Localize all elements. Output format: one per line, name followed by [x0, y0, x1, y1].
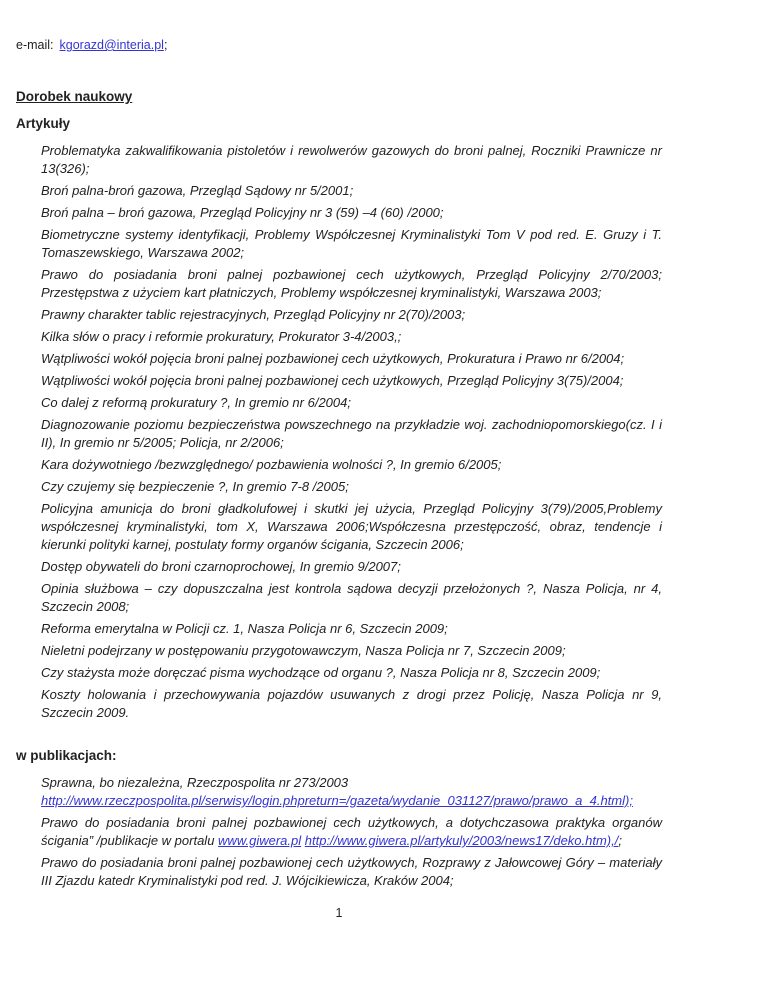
email-suffix: ; [163, 38, 168, 52]
page-number: 1 [335, 906, 343, 920]
articles-list [16, 142, 662, 722]
article-entry: Wątpliwości wokół pojęcia broni palnej pozbawionej cech użytkowych, Przegląd Policyjny 3(75)/2004; [41, 373, 624, 388]
article-entry: Broń palna – broń gazowa, Przegląd Policyjny nr 3 (59) –4 (60) /2000; [41, 205, 444, 220]
section-title-w-publikacjach: w publikacjach: [16, 748, 117, 763]
article-entry: Policyjna amunicja do broni gładkolufowej i skutki jej użycia, Przegląd Policyjny 3(79)/2005,Problemy współczesnej kryminalistyki, tom X, Warszawa 2006;Współczesna przestępczość, obraz, tendencje i kierunki polityki karnej, postulaty formy organów ścigania, Szczecin 2006; [41, 501, 662, 552]
email-label: e-mail: [16, 38, 54, 52]
article-entry: Diagnozowanie poziomu bezpieczeństwa powszechnego na przykładzie woj. zachodniopomorskiego(cz. I i II), In gremio nr 5/2005; Policja, nr 2/2006; [41, 417, 662, 450]
article-entry: Co dalej z reformą prokuratury ?, In gremio nr 6/2004; [41, 395, 351, 410]
publications-list [16, 774, 662, 890]
article-entry: Opinia służbowa – czy dopuszczalna jest kontrola sądowa decyzji przełożonych ?, Nasza Policja, nr 4, Szczecin 2008; [41, 581, 662, 614]
publication-entry [41, 774, 662, 810]
article-entry: Prawo do posiadania broni palnej pozbawionej cech użytkowych, Przegląd Policyjny 2/70/2003; Przestępstwa z użyciem kart płatniczych, Problemy współczesnej kryminalistyki, Warszawa 2003; [41, 267, 662, 300]
article-entry: Broń palna-broń gazowa, Przegląd Sądowy nr 5/2001; [41, 183, 354, 198]
article-entry: Czy czujemy się bezpieczenie ?, In gremio 7-8 /2005; [41, 479, 349, 494]
publication-entry [41, 814, 662, 850]
email-link[interactable]: kgorazd@interia.pl [59, 38, 164, 52]
publication-text: ; [618, 833, 622, 848]
section-title-artykuly: Artykuły [16, 116, 71, 131]
publication-entry [41, 854, 662, 890]
article-entry: Czy stażysta może doręczać pisma wychodzące od organu ?, Nasza Policja nr 8, Szczecin 2009; [41, 665, 601, 680]
giwera-home-link[interactable]: www.giwera.pl [218, 833, 302, 848]
email-line [16, 36, 662, 54]
article-entry: Nieletni podejrzany w postępowaniu przygotowawczym, Nasza Policja nr 7, Szczecin 2009; [41, 643, 566, 658]
article-entry: Problematyka zakwalifikowania pistoletów i rewolwerów gazowych do broni palnej, Roczniki Prawnicze nr 13(326); [41, 143, 662, 176]
publication-text: Prawo do posiadania broni palnej pozbawionej cech użytkowych, Rozprawy z Jałowcowej Góry – materiały III Zjazdu katedr Kryminalistyki pod red. J. Wójcikiewicza, Kraków 2004; [41, 855, 662, 888]
article-entry: Reforma emerytalna w Policji cz. 1, Nasza Policja nr 6, Szczecin 2009; [41, 621, 448, 636]
article-entry: Wątpliwości wokół pojęcia broni palnej pozbawionej cech użytkowych, Prokuratura i Prawo nr 6/2004; [41, 351, 625, 366]
article-entry: Biometryczne systemy identyfikacji, Problemy Współczesnej Kryminalistyki Tom V pod red. E. Gruzy i T. Tomaszewskiego, Warszawa 2002; [41, 227, 662, 260]
article-entry: Koszty holowania i przechowywania pojazdów usuwanych z drogi przez Policję, Nasza Policja nr 9, Szczecin 2009. [41, 687, 662, 720]
rzeczpospolita-link[interactable]: http://www.rzeczpospolita.pl/serwisy/login.phpreturn=/gazeta/wydanie_031127/prawo/prawo_a_4.html); [41, 793, 633, 808]
section-title-dorobek-naukowy: Dorobek naukowy [16, 89, 133, 104]
publication-text: Sprawna, bo niezależna, Rzeczpospolita nr 273/2003 [41, 775, 349, 790]
giwera-article-link[interactable]: http://www.giwera.pl/artykuly/2003/news17/deko.htm),/ [304, 833, 619, 848]
article-entry: Kara dożywotniego /bezwzględnego/ pozbawienia wolności ?, In gremio 6/2005; [41, 457, 502, 472]
article-entry: Prawny charakter tablic rejestracyjnych, Przegląd Policyjny nr 2(70)/2003; [41, 307, 466, 322]
publication-text: Prawo do posiadania broni palnej pozbawionej cech użytkowych, a dotychczasowa praktyka organów ścigania” /publikacje w portalu [41, 815, 662, 848]
article-entry: Dostęp obywateli do broni czarnoprochowej, In gremio 9/2007; [41, 559, 401, 574]
article-entry: Kilka słów o pracy i reformie prokuratury, Prokurator 3-4/2003,; [41, 329, 402, 344]
